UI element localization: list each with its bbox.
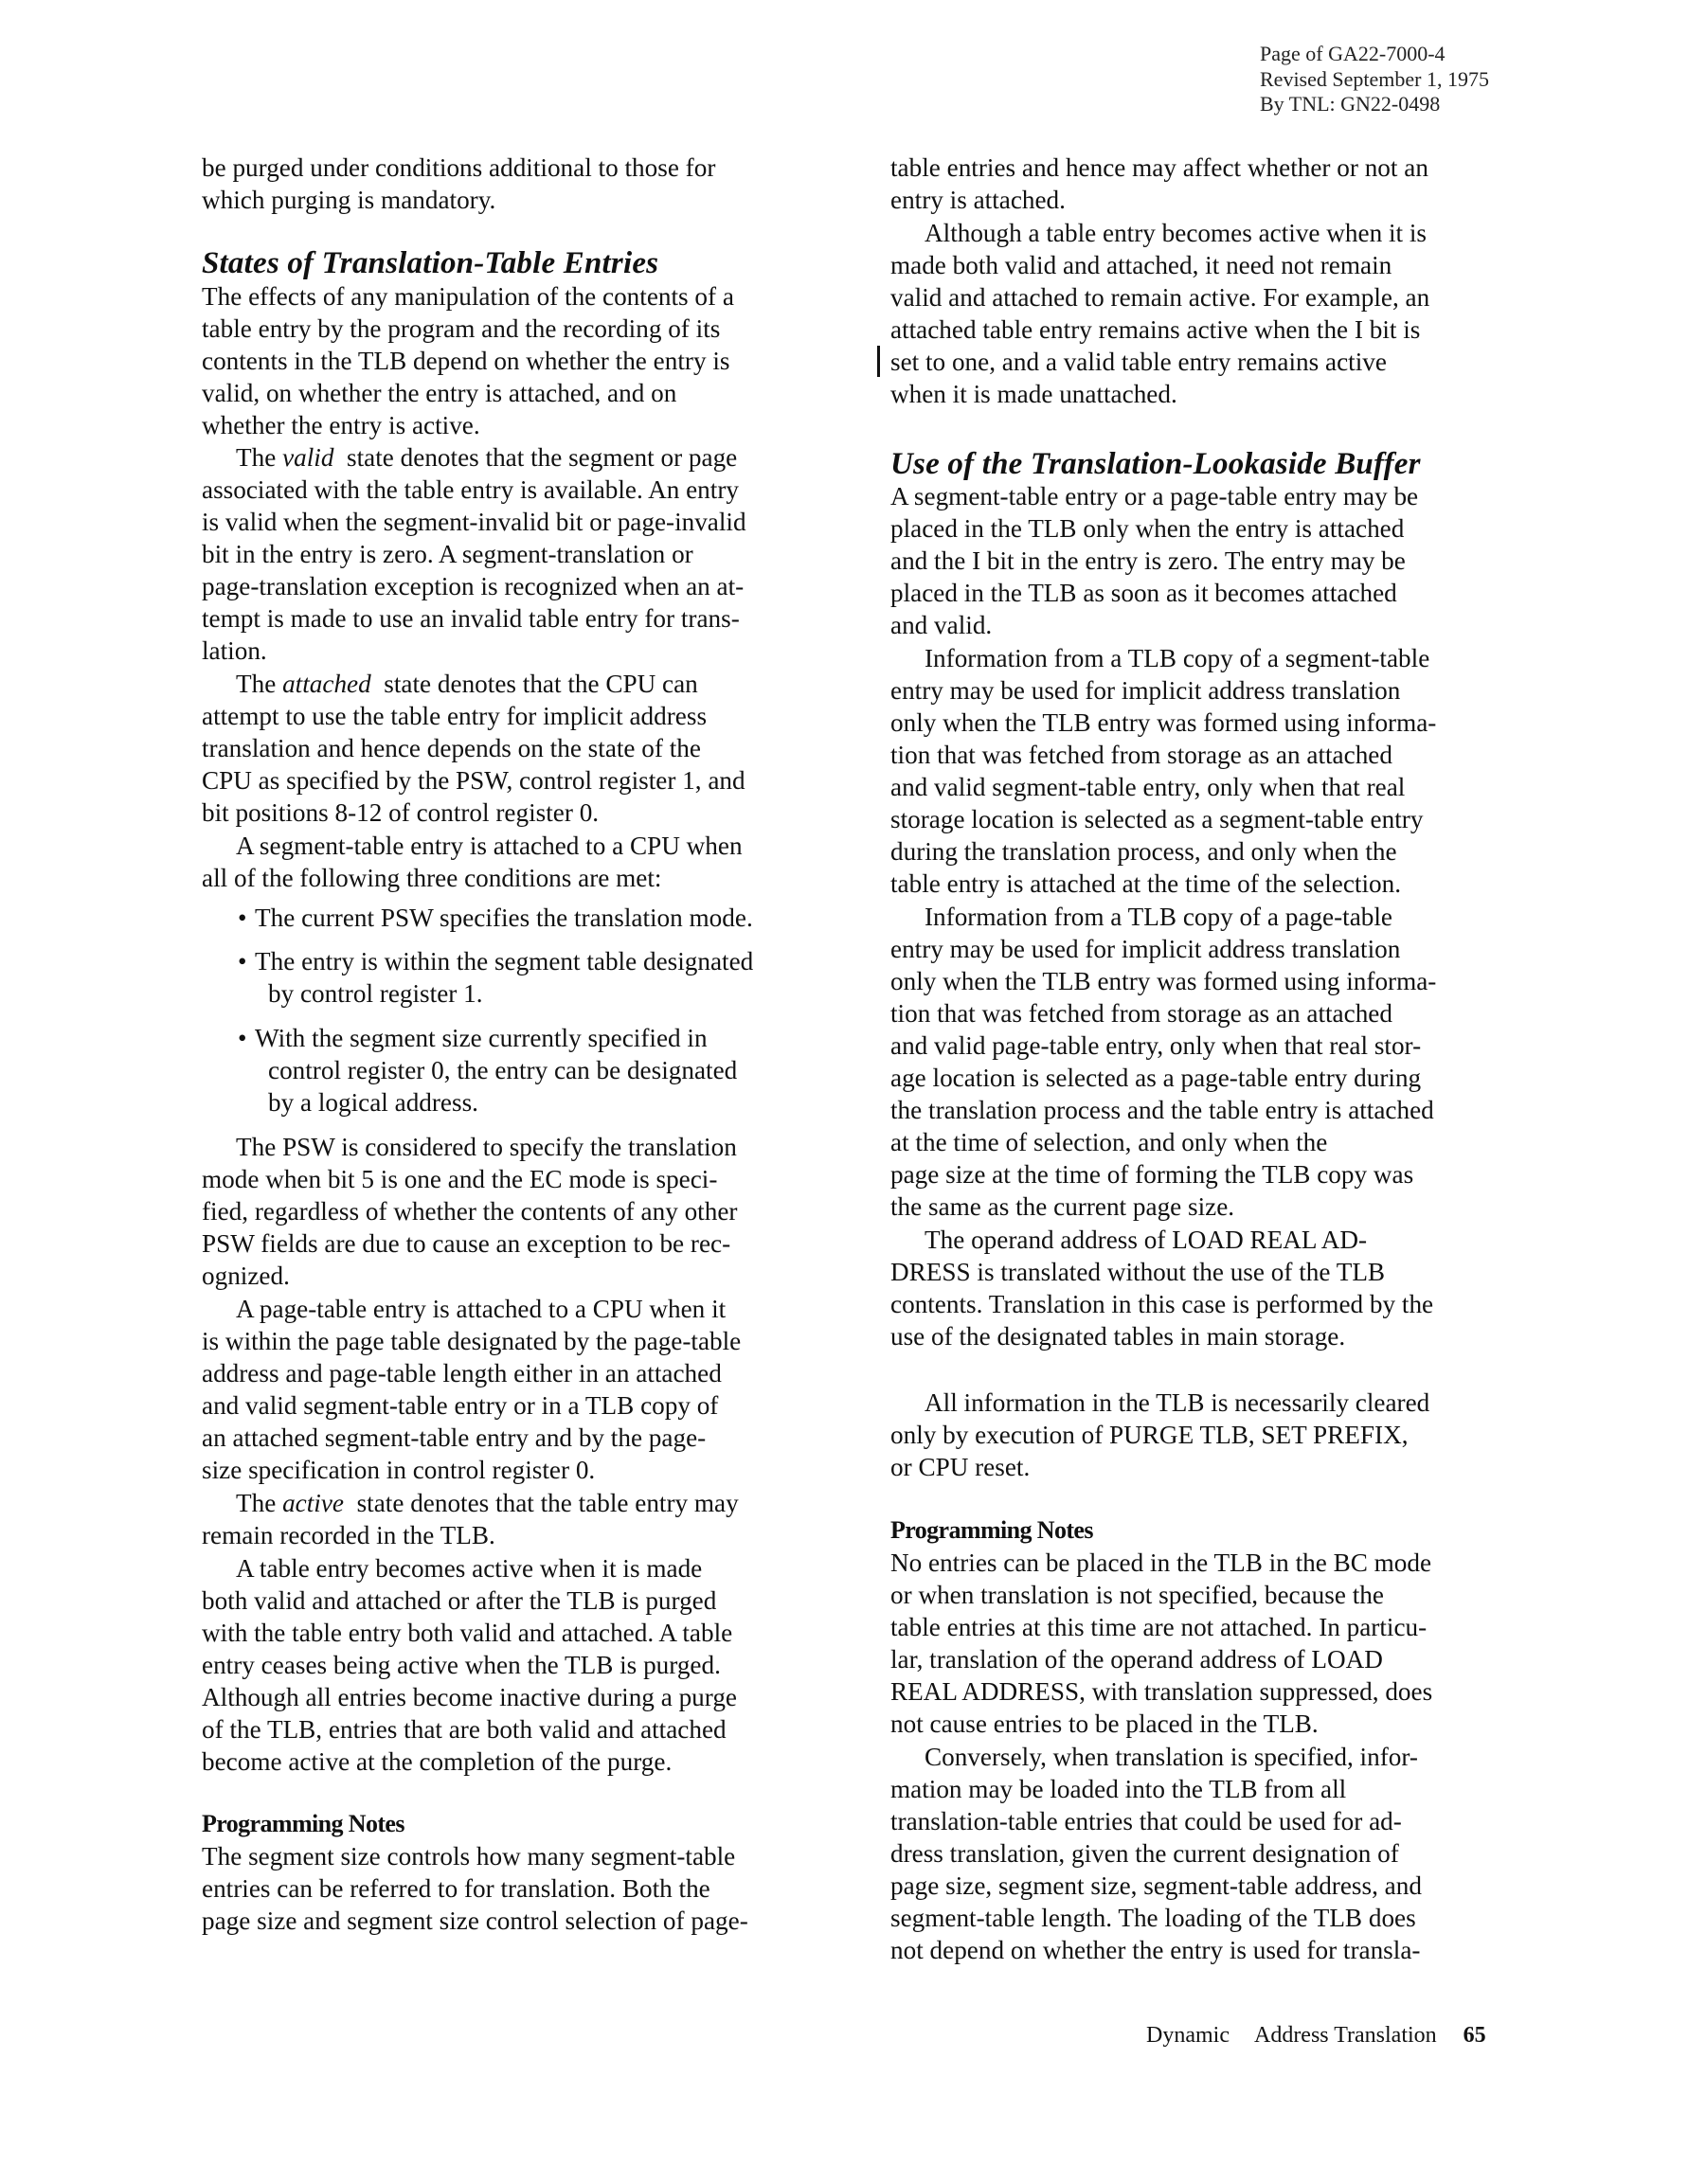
bullet-text-cont: control register 0, the entry can be designated bbox=[268, 1056, 738, 1084]
text: The bbox=[236, 670, 283, 698]
body-line: page size at the time of forming the TLB copy was bbox=[890, 1160, 1414, 1189]
bullet-icon: • bbox=[238, 904, 247, 932]
body-line: only when the TLB entry was formed using informa- bbox=[890, 967, 1437, 995]
body-line: the translation process and the table entry is attached bbox=[890, 1096, 1434, 1124]
body-line: an attached segment-table entry and by the page- bbox=[202, 1423, 707, 1452]
body-line: bit positions 8-12 of control register 0. bbox=[202, 798, 600, 827]
body-line: entry ceases being active when the TLB is purged. bbox=[202, 1651, 721, 1679]
body-line: the same as the current page size. bbox=[890, 1192, 1235, 1221]
body-line: table entries at this time are not attached. In particu- bbox=[890, 1613, 1428, 1641]
body-line: entries can be referred to for translation. Both the bbox=[202, 1874, 710, 1903]
body-line: valid and attached to remain active. For example, an bbox=[890, 283, 1430, 312]
body-line: not depend on whether the entry is used for transla- bbox=[890, 1936, 1421, 1964]
body-line: which purging is mandatory. bbox=[202, 186, 496, 214]
body-line: during the translation process, and only when the bbox=[890, 837, 1397, 866]
body-line: associated with the table entry is available. An entry bbox=[202, 475, 739, 504]
body-line: A segment-table entry is attached to a CPU when bbox=[236, 832, 743, 860]
body-line: entry may be used for implicit address translation bbox=[890, 935, 1401, 963]
programming-notes-heading: Programming Notes bbox=[202, 1810, 404, 1837]
body-line: page size and segment size control selection of page- bbox=[202, 1907, 748, 1935]
text: state denotes that the table entry may bbox=[343, 1489, 739, 1517]
body-line: be purged under conditions additional to those for bbox=[202, 153, 716, 182]
body-line: at the time of selection, and only when the bbox=[890, 1128, 1328, 1156]
body-line: is within the page table designated by the page-table bbox=[202, 1327, 742, 1355]
body-line: size specification in control register 0. bbox=[202, 1456, 596, 1484]
body-line: contents in the TLB depend on whether the entry is bbox=[202, 347, 730, 375]
page-number: 65 bbox=[1463, 2023, 1486, 2048]
body-line: and valid. bbox=[890, 611, 993, 639]
body-line: Conversely, when translation is specified, infor- bbox=[925, 1743, 1418, 1771]
body-line: attached table entry remains active when the I bit is bbox=[890, 315, 1421, 344]
body-line: placed in the TLB as soon as it becomes attached bbox=[890, 579, 1397, 607]
bullet-icon: • bbox=[238, 1024, 247, 1052]
body-line: contents. Translation in this case is performed by the bbox=[890, 1290, 1434, 1318]
attached-state-paragraph-first-line bbox=[202, 668, 698, 700]
body-line: translation-table entries that could be used for ad- bbox=[890, 1807, 1402, 1835]
bullet-text: With the segment size currently specified in bbox=[255, 1024, 708, 1052]
body-line: CPU as specified by the PSW, control register 1, and bbox=[202, 766, 745, 795]
body-line: or when translation is not specified, because the bbox=[890, 1581, 1384, 1609]
body-line: The PSW is considered to specify the translation bbox=[236, 1133, 737, 1161]
body-line: not cause entries to be placed in the TLB. bbox=[890, 1710, 1319, 1738]
body-line: only by execution of PURGE TLB, SET PREFIX, bbox=[890, 1421, 1409, 1449]
body-line: Although a table entry becomes active when it is bbox=[925, 219, 1427, 247]
footer-section-word: Dynamic bbox=[1146, 2023, 1230, 2048]
body-line: table entry by the program and the recording of its bbox=[202, 314, 721, 343]
revision-header bbox=[1260, 42, 1489, 117]
body-line: segment-table length. The loading of the TLB does bbox=[890, 1904, 1416, 1932]
body-line: of the TLB, entries that are both valid and attached bbox=[202, 1715, 727, 1744]
body-line: The segment size controls how many segment-table bbox=[202, 1842, 736, 1871]
body-line: placed in the TLB only when the entry is attached bbox=[890, 514, 1405, 543]
body-line: whether the entry is active. bbox=[202, 411, 480, 439]
body-line: storage location is selected as a segment-table entry bbox=[890, 805, 1424, 833]
text: state denotes that the segment or page bbox=[333, 443, 738, 472]
body-line: No entries can be placed in the TLB in the BC mode bbox=[890, 1548, 1432, 1577]
publication-number: Page of GA22-7000-4 bbox=[1260, 42, 1446, 65]
body-line: The operand address of LOAD REAL AD- bbox=[925, 1226, 1368, 1254]
bullet-item bbox=[202, 945, 753, 977]
bullet-item bbox=[202, 902, 753, 934]
body-line: A segment-table entry or a page-table entry may be bbox=[890, 482, 1419, 510]
term-active: active bbox=[282, 1489, 344, 1517]
bullet-text-cont: by control register 1. bbox=[268, 979, 483, 1008]
body-line: Although all entries become inactive during a purge bbox=[202, 1683, 737, 1711]
body-line: become active at the completion of the purge. bbox=[202, 1747, 673, 1776]
page-footer bbox=[1146, 2023, 1486, 2049]
bullet-text: The entry is within the segment table designated bbox=[255, 947, 754, 976]
body-line: lar, translation of the operand address of LOAD bbox=[890, 1645, 1383, 1674]
body-line: address and page-table length either in an attached bbox=[202, 1359, 722, 1387]
body-line: use of the designated tables in main storage. bbox=[890, 1322, 1346, 1351]
valid-state-paragraph-first-line bbox=[202, 441, 737, 474]
body-line: valid, on whether the entry is attached, and on bbox=[202, 379, 677, 407]
body-line: set to one, and a valid table entry remains active bbox=[890, 348, 1387, 376]
body-line: both valid and attached or after the TLB is purged bbox=[202, 1586, 717, 1615]
footer-section-title: Address Translation bbox=[1253, 2023, 1437, 2048]
body-line: age location is selected as a page-table entry during bbox=[890, 1064, 1422, 1092]
body-line: Information from a TLB copy of a segment-table bbox=[925, 644, 1430, 672]
text: The bbox=[236, 443, 283, 472]
body-line: translation and hence depends on the state of the bbox=[202, 734, 701, 762]
bullet-item bbox=[202, 1022, 708, 1054]
body-line: and the I bit in the entry is zero. The entry may be bbox=[890, 546, 1406, 575]
body-line: tempt is made to use an invalid table entry for trans- bbox=[202, 604, 740, 633]
body-line: attempt to use the table entry for implicit address bbox=[202, 702, 708, 730]
body-line: Information from a TLB copy of a page-table bbox=[925, 903, 1392, 931]
body-line: A page-table entry is attached to a CPU when it bbox=[236, 1295, 727, 1323]
revision-change-bar bbox=[877, 346, 880, 377]
body-line: page-translation exception is recognized when an at- bbox=[202, 572, 745, 600]
body-line: bit in the entry is zero. A segment-translation or bbox=[202, 540, 693, 568]
body-line: mation may be loaded into the TLB from all bbox=[890, 1775, 1347, 1803]
bullet-icon: • bbox=[238, 947, 247, 976]
term-valid: valid bbox=[282, 443, 334, 472]
body-line: or CPU reset. bbox=[890, 1453, 1031, 1481]
body-line: mode when bit 5 is one and the EC mode is speci- bbox=[202, 1165, 718, 1193]
body-line: DRESS is translated without the use of the TLB bbox=[890, 1258, 1386, 1286]
tnl-number: By TNL: GN22-0498 bbox=[1260, 92, 1441, 116]
body-line: is valid when the segment-invalid bit or page-invalid bbox=[202, 508, 746, 536]
body-line: A table entry becomes active when it is made bbox=[236, 1554, 703, 1583]
body-line: when it is made unattached. bbox=[890, 380, 1177, 408]
body-line: with the table entry both valid and attached. A table bbox=[202, 1619, 733, 1647]
body-line: table entry is attached at the time of the selection. bbox=[890, 869, 1402, 898]
body-line: table entries and hence may affect whether or not an bbox=[890, 153, 1428, 182]
body-line: only when the TLB entry was formed using informa- bbox=[890, 708, 1437, 737]
body-line: lation. bbox=[202, 636, 267, 665]
body-line: REAL ADDRESS, with translation suppressed, does bbox=[890, 1677, 1433, 1706]
active-state-paragraph-first-line bbox=[202, 1487, 739, 1519]
text: state denotes that the CPU can bbox=[370, 670, 698, 698]
body-line: and valid segment-table entry or in a TLB copy of bbox=[202, 1391, 719, 1420]
section-heading-tlb: Use of the Translation-Lookaside Buffer bbox=[890, 447, 1421, 481]
body-line: fied, regardless of whether the contents of any other bbox=[202, 1197, 738, 1226]
body-line: and valid segment-table entry, only when that real bbox=[890, 773, 1406, 801]
body-line: PSW fields are due to cause an exception to be rec- bbox=[202, 1229, 731, 1258]
bullet-text: The current PSW specifies the translation mode. bbox=[255, 904, 753, 932]
body-line: ognized. bbox=[202, 1262, 290, 1290]
body-line: entry is attached. bbox=[890, 186, 1066, 214]
body-line: remain recorded in the TLB. bbox=[202, 1521, 495, 1549]
body-line: page size, segment size, segment-table address, and bbox=[890, 1871, 1422, 1900]
term-attached: attached bbox=[282, 670, 371, 698]
programming-notes-heading: Programming Notes bbox=[890, 1516, 1093, 1544]
revision-date: Revised September 1, 1975 bbox=[1260, 66, 1489, 91]
body-line: All information in the TLB is necessarily cleared bbox=[925, 1388, 1430, 1417]
body-line: tion that was fetched from storage as an attached bbox=[890, 741, 1392, 769]
text: The bbox=[236, 1489, 283, 1517]
body-line: entry may be used for implicit address translation bbox=[890, 676, 1401, 705]
body-line: made both valid and attached, it need not remain bbox=[890, 251, 1392, 279]
bullet-text-cont: by a logical address. bbox=[268, 1088, 478, 1117]
body-line: dress translation, given the current designation of bbox=[890, 1839, 1399, 1868]
body-line: tion that was fetched from storage as an attached bbox=[890, 999, 1392, 1028]
body-line: The effects of any manipulation of the contents of a bbox=[202, 282, 734, 311]
body-line: and valid page-table entry, only when that real stor- bbox=[890, 1031, 1422, 1060]
body-line: all of the following three conditions are met: bbox=[202, 864, 662, 892]
section-heading-states: States of Translation-Table Entries bbox=[202, 246, 659, 280]
